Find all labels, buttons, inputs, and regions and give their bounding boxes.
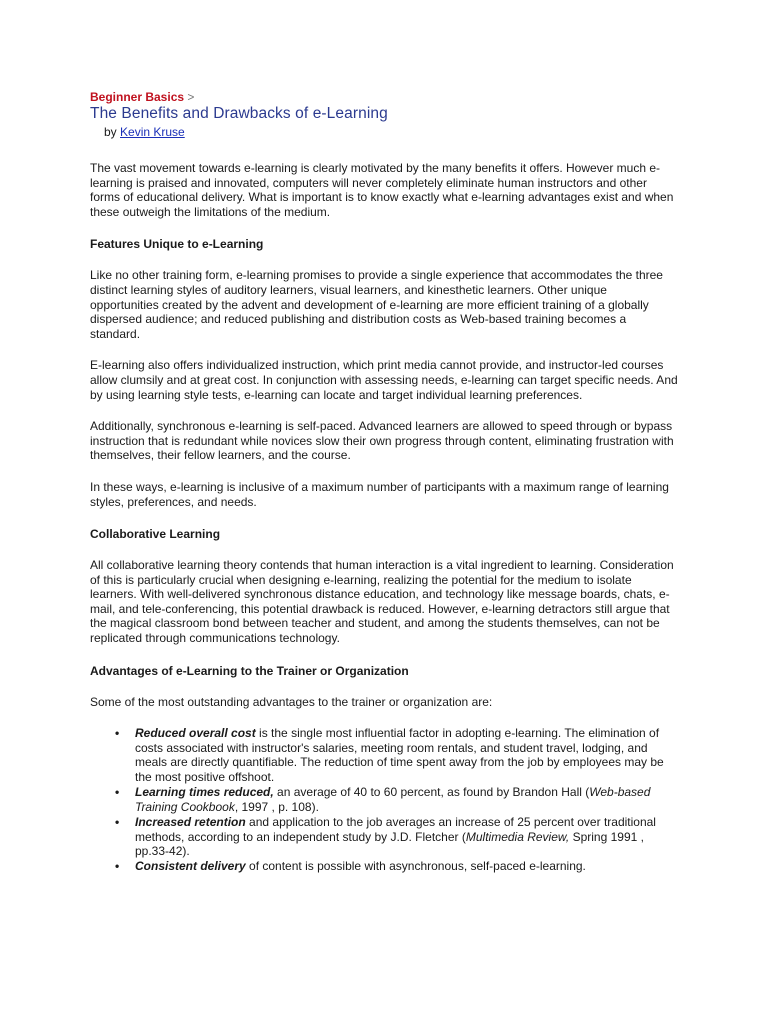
section-heading-advantages: Advantages of e-Learning to the Trainer or Organization: [90, 663, 409, 678]
list-item: [115, 726, 678, 785]
list-item: [115, 859, 678, 874]
item-citation-title: Web-based Training Cookbook: [135, 785, 651, 814]
item-text: is the single most influential factor in adopting e-learning. The elimination of costs associated with instructor's salaries, meeting room rentals, and student travel, lodging, and meals are directly quantifiable. The reduction of time spent away from the job by employees may be the most positive offshoot.: [135, 726, 664, 785]
breadcrumb: [90, 89, 678, 105]
paragraph: In these ways, e-learning is inclusive of a maximum number of participants with a maximum range of learning styles, preferences, and needs.: [90, 479, 669, 509]
article-title: The Benefits and Drawbacks of e-Learning: [90, 105, 388, 122]
byline-label: by: [104, 125, 117, 139]
section-heading-features: Features Unique to e-Learning: [90, 237, 264, 252]
bullet: •: [115, 726, 120, 741]
list-item: [115, 785, 678, 814]
bullet: •: [115, 785, 120, 800]
item-lead: Consistent delivery: [135, 859, 246, 874]
paragraph: Some of the most outstanding advantages to the trainer or organization are:: [90, 694, 493, 709]
item-text: an average of 40 to 60 percent, as found by Brandon Hall (: [273, 785, 590, 800]
item-lead: Increased retention: [135, 815, 246, 829]
item-lead: Learning times reduced,: [135, 785, 274, 800]
author-link[interactable]: Kevin Kruse: [120, 125, 185, 139]
article-page: [90, 89, 678, 875]
breadcrumb-separator: >: [187, 90, 195, 104]
list-item: [115, 815, 678, 859]
section-heading-collaborative: Collaborative Learning: [90, 527, 221, 542]
bullet: •: [115, 859, 120, 874]
paragraph: E-learning also offers individualized instruction, which print media cannot provide, and instructor-led courses allow clumsily and at great cost. In conjunction with assessing needs, e-learning can target specific needs. And by using learning style tests, e-learning can locate and target individual learning preferences.: [90, 358, 678, 402]
item-text: Spring 1991 , pp.33-42).: [135, 829, 644, 859]
item-citation-title: Multimedia Review,: [465, 829, 570, 844]
byline: [104, 125, 678, 139]
breadcrumb-section-link[interactable]: Beginner Basics: [90, 90, 185, 104]
intro-paragraph: The vast movement towards e-learning is clearly motivated by the many benefits it offers. However much e-learning is praised and innovated, computers will never completely eliminate human instructors and other forms of educational delivery. What is important is to know exactly what e-learning advantages exist and when these outweigh the limitations of the medium.: [90, 161, 674, 219]
bullet: •: [115, 815, 120, 829]
item-text: , 1997 , p. 108).: [234, 799, 319, 814]
paragraph: Additionally, synchronous e-learning is self-paced. Advanced learners are allowed to speed through or bypass instruction that is redundant while novices slow their own progress through content, eliminating frustration with themselves, their fellow learners, and the course.: [90, 419, 674, 463]
item-text: and application to the job averages an increase of 25 percent over traditional methods, according to an independent study by J.D. Fletcher (: [135, 815, 656, 844]
advantages-list: [90, 726, 678, 874]
item-text: of content is possible with asynchronous, self-paced e-learning.: [245, 859, 586, 874]
paragraph: Like no other training form, e-learning promises to provide a single experience that accommodates the three distinct learning styles of auditory learners, visual learners, and kinesthetic learners. Other unique opportunities created by the advent and development of e-learning are more efficient training of a globally dispersed audience; and reduced publishing and distribution costs as Web-based training becomes a standard.: [90, 268, 663, 341]
paragraph: All collaborative learning theory contends that human interaction is a vital ingredient to learning. Consideration of this is particularly crucial when designing e-learning, realizing the potential for the medium to isolate learners. With well-delivered synchronous distance education, and technology like message boards, chats, e-mail, and tele-conferencing, this potential drawback is reduced. However, e-learning detractors still argue that the magical classroom bond between teacher and student, and among the students themselves, can not be replicated through communications technology.: [90, 558, 674, 646]
item-lead: Reduced overall cost: [135, 726, 256, 741]
